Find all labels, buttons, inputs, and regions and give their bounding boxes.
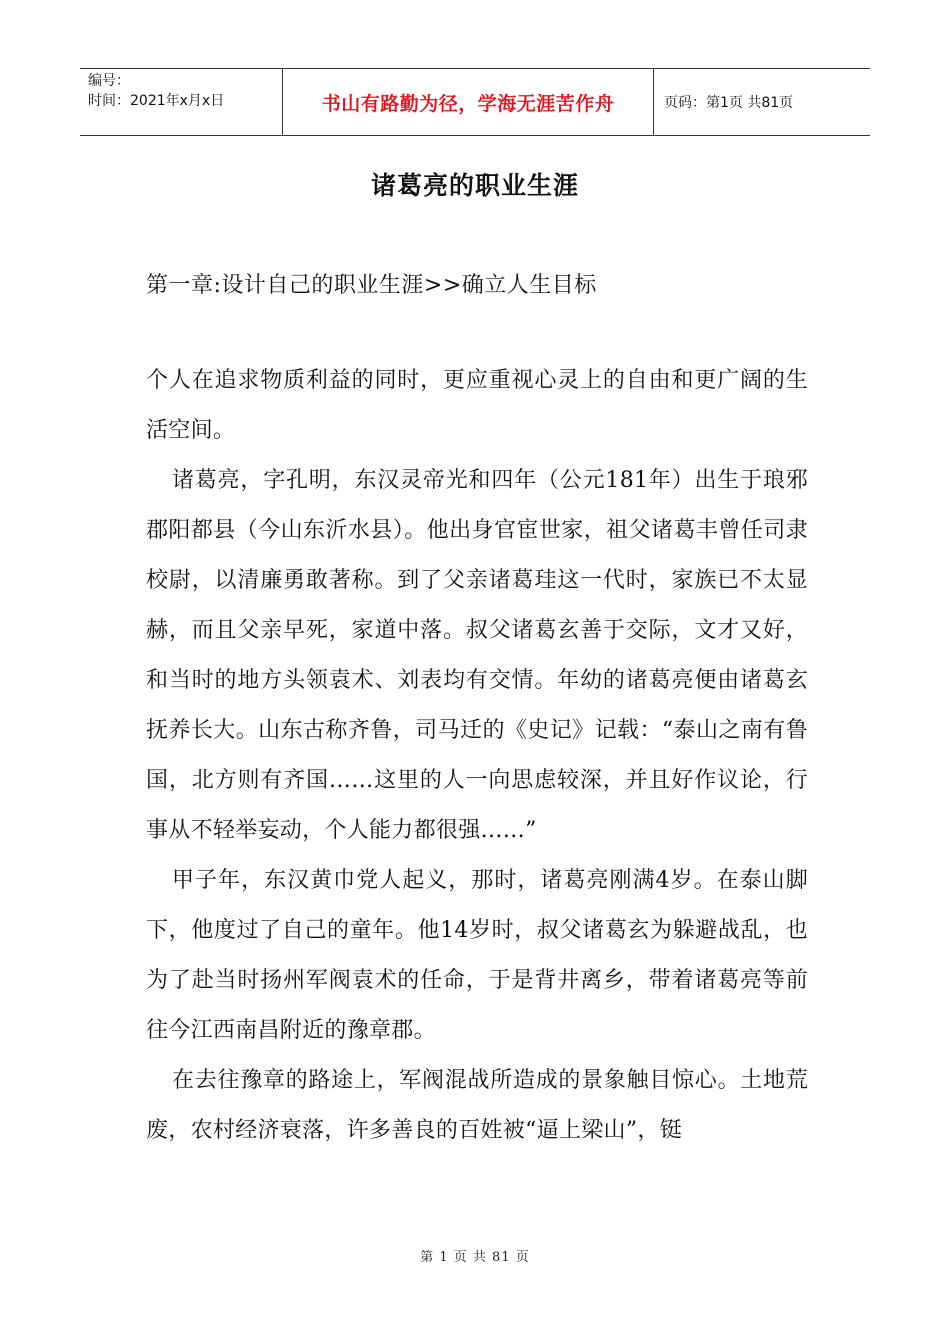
page-info-text: 页码：第1页 共81页 [664, 95, 794, 111]
header-meta [80, 69, 282, 135]
document-title: 诸葛亮的职业生涯 [370, 171, 579, 200]
header-page-info [654, 69, 870, 135]
paragraph: 甲子年，东汉黄巾党人起义，那时，诸葛亮刚满4岁。在泰山脚下，他度过了自己的童年。他14岁时，叔父诸葛玄为躲避战乱，也为了赴当时扬州军阀袁术的任命，于是背井离乡，带着诸葛亮等前往今江西南昌附近的豫章郡。 [146, 868, 808, 1043]
document-body [146, 356, 808, 1156]
document-header [80, 68, 870, 136]
header-motto [282, 69, 654, 135]
chapter-heading: 第一章:设计自己的职业生涯>>确立人生目标 [146, 273, 597, 298]
page-footer: 第 1 页 共 81 页 [420, 1250, 530, 1265]
paragraph: 诸葛亮，字孔明，东汉灵帝光和四年（公元181年）出生于琅邪郡阳都县（今山东沂水县）。他出身官宦世家，祖父诸葛丰曾任司隶校尉，以清廉勇敢著称。到了父亲诸葛珪这一代时，家族已不太显赫，而且父亲早死，家道中落。叔父诸葛玄善于交际，文才又好，和当时的地方头领袁术、刘表均有交情。年幼的诸葛亮便由诸葛玄抚养长大。山东古称齐鲁，司马迁的《史记》记载：“泰山之南有鲁国，北方则有齐国……这里的人一向思虑较深，并且好作议论，行事从不轻举妄动，个人能力都很强……” [146, 468, 808, 843]
motto-text: 书山有路勤为径，学海无涯苦作舟 [321, 92, 615, 115]
date-label: 时间：2021年x月x日 [88, 93, 225, 109]
paragraph: 个人在追求物质利益的同时，更应重视心灵上的自由和更广阔的生活空间。 [146, 368, 808, 443]
number-label: 编号： [88, 73, 130, 89]
paragraph: 在去往豫章的路途上，军阀混战所造成的景象触目惊心。土地荒废，农村经济衰落，许多善良的百姓被“逼上梁山”，铤 [146, 1068, 808, 1143]
